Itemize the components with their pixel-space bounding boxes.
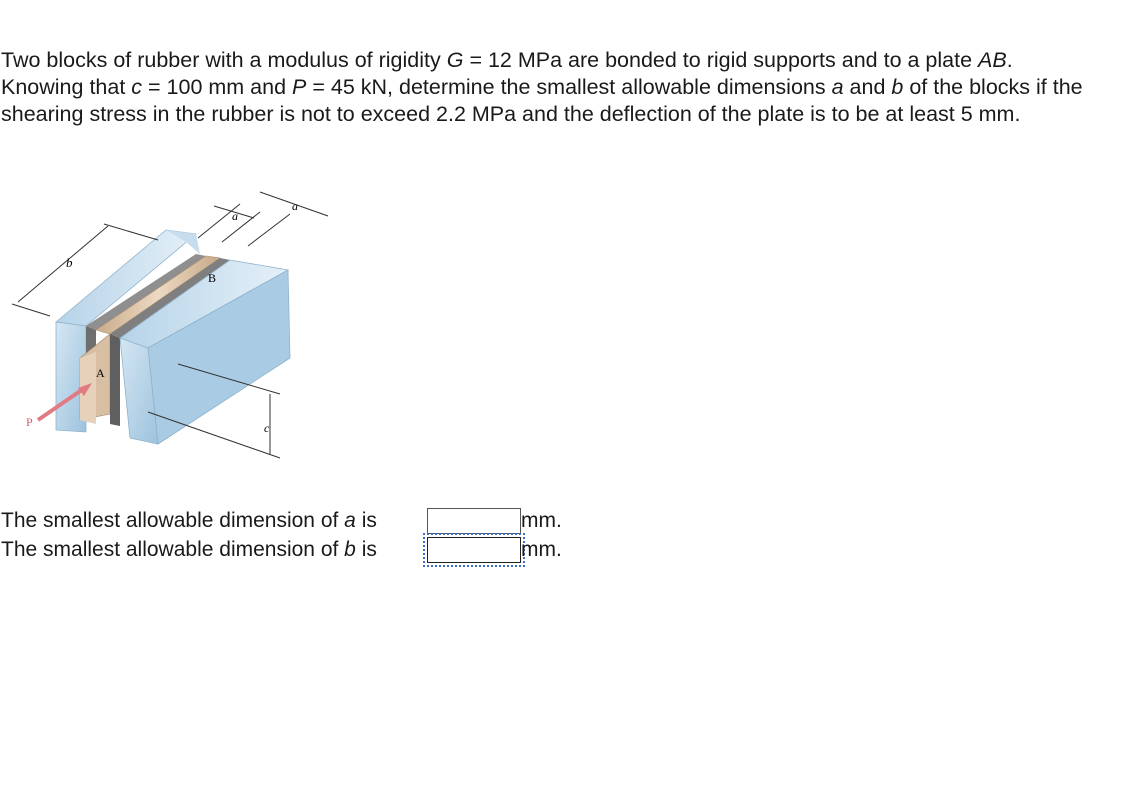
var-b: b [891,75,904,99]
var-P: P [292,75,307,99]
answer-label-a: The smallest allowable dimension of a is [1,509,377,532]
problem-text: = 12 MPa are bonded to rigid supports and to a plate [463,48,979,72]
answer-label-b: The smallest allowable dimension of b is [1,538,377,561]
answer-row-a [1,506,562,535]
label-a-left: a [232,209,238,223]
problem-text: = 100 mm and [142,75,293,99]
rubber-blocks-figure [8,182,348,472]
unit-a: mm. [521,509,562,532]
problem-text: and [843,75,892,99]
label-P: P [26,415,33,429]
label-b: b [66,255,73,270]
answer-section [1,506,562,564]
dimension-a [198,192,328,246]
unit-b: mm. [521,538,562,561]
answer-input-a[interactable] [427,508,521,534]
answer-input-b[interactable] [427,537,521,563]
label-B: B [208,271,217,285]
answer-row-b [1,535,562,564]
label-c: c [264,421,270,435]
var-a: a [831,75,844,99]
problem-text: = 45 kN, determine the smallest allowable dimensions [306,75,832,99]
problem-text: Two blocks of rubber with a modulus of rigidity [1,48,447,72]
problem-text: of the blocks if the shearing stress in the rubber is not to exceed 2.2 MPa and the deflection of the plate is to be at least 5 mm. [1,75,1083,126]
label-a-right: a [292,199,298,213]
var-AB: AB [978,48,1007,72]
var-c: c [131,75,143,99]
label-A: A [96,366,105,380]
var-G: G [446,48,464,72]
problem-text: . Knowing that [1,48,1013,99]
problem-statement [1,47,1101,128]
